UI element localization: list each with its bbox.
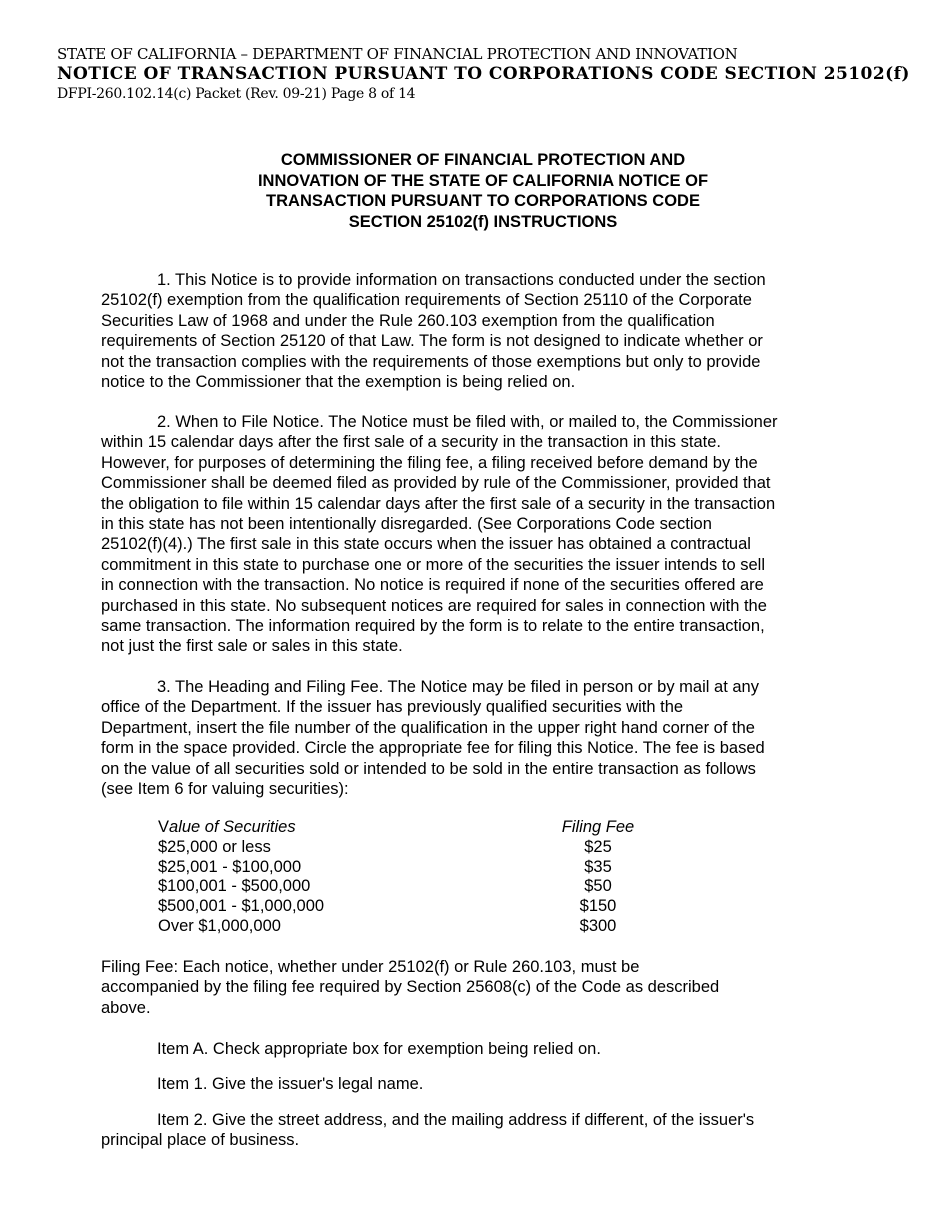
table-row [158,858,678,878]
text-line: 25102(f)(4).) The first sale in this state occurs when the issuer has obtained a contractual [101,535,751,554]
title-line: SECTION 25102(f) INSTRUCTIONS [348,212,618,231]
value-column-header [158,818,538,838]
filing-fee: $150 [579,897,617,916]
securities-value: $500,001 - $1,000,000 [158,897,325,916]
securities-value: $25,000 or less [158,837,271,856]
item-1 [101,1074,841,1094]
item-a [101,1039,841,1059]
text-line: Filing Fee: Each notice, whether under 25102(f) or Rule 260.103, must be [101,958,640,976]
text-line: 2. When to File Notice. The Notice must be filed with, or mailed to, the Commissioner [157,413,778,431]
text-line: office of the Department. If the issuer has previously qualified securities with the [101,698,684,717]
text-line: notice to the Commissioner that the exemption is being relied on. [101,373,576,392]
text-line: Item 1. Give the issuer's legal name. [157,1075,424,1093]
paragraph-2-when-to-file [101,412,841,657]
text-line: purchased in this state. No subsequent notices are required for sales in connection with the [101,596,767,615]
text-line: in connection with the transaction. No notice is required if none of the securities offered are [101,576,764,595]
text-line: commitment in this state to purchase one or more of the securities the issuer intends to sell [101,555,765,574]
text-line: not the transaction complies with the requirements of those exemptions but only to provide [101,352,761,371]
table-row [158,877,678,897]
form-number-line: DFPI-260.102.14(c) Packet (Rev. 09-21) Page 8 of 14 [57,86,416,102]
paragraph-1 [101,270,841,392]
agency-line: STATE OF CALIFORNIA – DEPARTMENT OF FINANCIAL PROTECTION AND INNOVATION [57,45,738,63]
text-line: above. [101,998,151,1017]
text-line: Department, insert the file number of the qualification in the upper right hand corner of the [101,718,755,737]
text-line: not just the first sale or sales in this state. [101,637,403,656]
text-line: Commissioner shall be deemed filed as provided by rule of the Commissioner, provided that [101,474,771,493]
table-row [158,897,678,917]
text-line: principal place of business. [101,1131,300,1150]
instructions-title [223,150,743,232]
title-line: COMMISSIONER OF FINANCIAL PROTECTION AND [280,151,686,169]
filing-fee-table [158,818,678,937]
text-line: same transaction. The information required by the form is to relate to the entire transaction, [101,617,765,636]
item-2 [101,1110,841,1151]
filing-fee-note [101,957,841,1018]
header-rest: alue of Securities [169,818,296,836]
fee-table-header [158,818,678,838]
paragraph-3-heading-and-fee [101,677,841,799]
text-line: the obligation to file within 15 calendar days after the first sale of a security in the transaction [101,494,776,513]
filing-fee: $300 [579,916,617,935]
filing-fee: $35 [584,857,612,876]
text-line: within 15 calendar days after the first sale of a security in the transaction in this state. [101,433,721,452]
text-line: on the value of all securities sold or intended to be sold in the entire transaction as follows [101,759,756,778]
securities-value: $25,001 - $100,000 [158,857,302,876]
text-line: Securities Law of 1968 and under the Rule 260.103 exemption from the qualification [101,311,715,330]
table-row [158,917,678,937]
securities-value: Over $1,000,000 [158,916,281,935]
securities-value: $100,001 - $500,000 [158,877,311,896]
text-line: accompanied by the filing fee required by Section 25608(c) of the Code as described [101,978,720,997]
table-row [158,838,678,858]
page-header [57,44,910,104]
text-line: However, for purposes of determining the filing fee, a filing received before demand by the [101,453,758,472]
text-line: requirements of Section 25120 of that Law. The form is not designed to indicate whether or [101,332,763,351]
text-line: form in the space provided. Circle the appropriate fee for filing this Notice. The fee is based [101,739,765,758]
title-line: TRANSACTION PURSUANT TO CORPORATIONS CODE [266,192,700,210]
text-line: 3. The Heading and Filing Fee. The Notice may be filed in person or by mail at any [157,678,759,696]
text-line: 25102(f) exemption from the qualification requirements of Section 25110 of the Corporate [101,291,752,310]
text-line: 1. This Notice is to provide information on transactions conducted under the section [157,271,766,289]
filing-fee: $25 [584,837,612,856]
text-line: Item A. Check appropriate box for exemption being relied on. [157,1040,601,1058]
filing-fee: $50 [584,877,612,896]
fee-column-header: Filing Fee [561,818,635,836]
text-line: Item 2. Give the street address, and the mailing address if different, of the issuer's [157,1111,755,1129]
text-line: (see Item 6 for valuing securities): [101,780,349,799]
form-title: NOTICE OF TRANSACTION PURSUANT TO CORPORATIONS CODE SECTION 25102(f) [57,64,910,84]
text-line: in this state has not been intentionally disregarded. (See Corporations Code section [101,515,712,534]
title-line: INNOVATION OF THE STATE OF CALIFORNIA NOTICE OF [257,171,709,190]
header-initial: V [158,818,170,836]
